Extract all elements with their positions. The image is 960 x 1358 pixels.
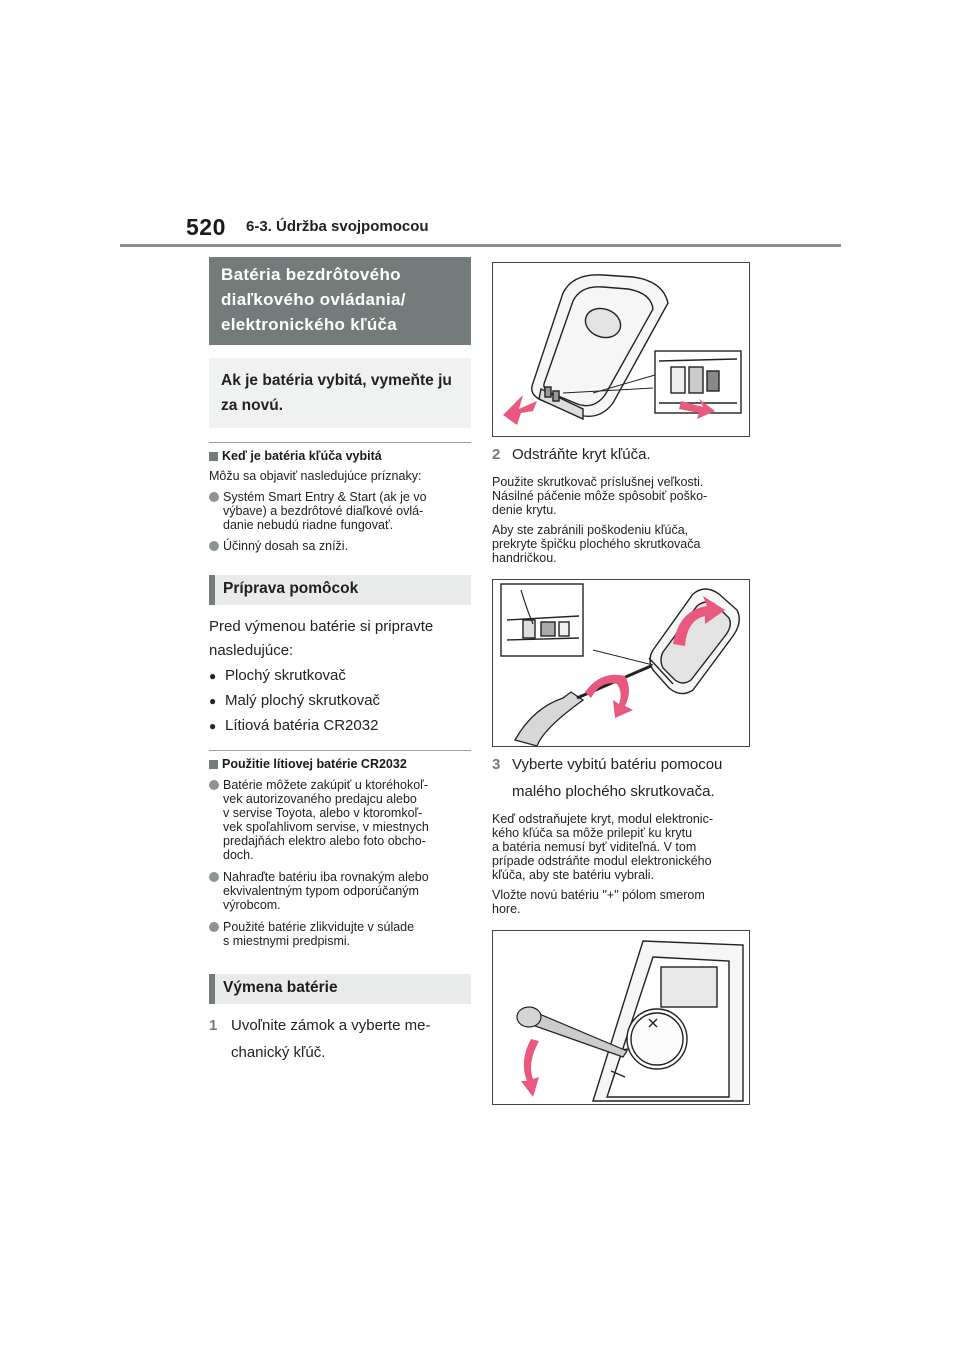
- dot-bullet-icon: [209, 872, 219, 882]
- dot-bullet-icon: ●: [209, 719, 217, 733]
- step-3-note: [492, 812, 750, 882]
- line: vek autorizovaného predajcu alebo: [223, 792, 417, 806]
- line: predajňách elektro alebo foto obcho-: [223, 834, 426, 848]
- line: doch.: [223, 848, 254, 862]
- right-column: [492, 262, 750, 1105]
- dot-bullet-icon: [209, 541, 219, 551]
- step-2-note: [492, 475, 750, 517]
- divider: [209, 750, 471, 751]
- key-fob-icon: [493, 263, 750, 437]
- step-2-note: [492, 523, 750, 565]
- line: prekryte špičku plochého skrutkovača: [492, 537, 701, 551]
- line: Batérie môžete zakúpiť u ktoréhokoľ-: [223, 778, 428, 792]
- heading-text: Keď je batéria kľúča vybitá: [222, 449, 382, 463]
- line: handričkou.: [492, 551, 557, 565]
- line: Aby ste zabránili poškodeniu kľúča,: [492, 523, 689, 537]
- step-number: 1: [209, 1017, 218, 1034]
- replace-heading: Výmena batérie: [209, 974, 471, 1004]
- step-3: [492, 753, 750, 804]
- page-number: 520: [186, 214, 226, 240]
- item-text: Malý plochý skrutkovač: [225, 692, 381, 709]
- line: Keď odstraňujete kryt, modul elektronic-: [492, 812, 713, 826]
- section-reference: 6-3. Údržba svojpomocou: [246, 218, 429, 235]
- dot-bullet-icon: ●: [209, 669, 217, 683]
- left-column: [209, 257, 471, 1065]
- divider: [209, 442, 471, 443]
- line: Vložte novú batériu "+" pólom smerom: [492, 888, 705, 902]
- line: chanický kľúč.: [231, 1044, 326, 1061]
- item-text: Plochý skrutkovač: [225, 667, 346, 684]
- list-item: [209, 714, 471, 738]
- step-number: 3: [492, 756, 501, 773]
- step-3-note: [492, 888, 750, 916]
- dead-battery-intro: Môžu sa objaviť nasledujúce príznaky:: [209, 469, 422, 483]
- square-bullet-icon: [209, 452, 218, 461]
- line: Nahraďte batériu iba rovnakým alebo: [223, 870, 429, 884]
- line: výrobcom.: [223, 898, 281, 912]
- line: Uvoľnite zámok a vyberte me-: [231, 1017, 431, 1034]
- list-item: [209, 920, 471, 948]
- dot-bullet-icon: [209, 780, 219, 790]
- list-item: [209, 664, 471, 688]
- line: Použité batérie zlikvidujte v súlade: [223, 920, 415, 934]
- summary-box: [209, 358, 471, 428]
- line: vek spoľahlivom servise, v miestnych: [223, 820, 429, 834]
- line: Pred výmenou batérie si pripravte: [209, 618, 434, 635]
- step-1: [209, 1014, 471, 1065]
- line: kého kľúča sa môže prilepiť ku krytu: [492, 826, 693, 840]
- rotate-arrow-icon: [585, 675, 633, 718]
- square-bullet-icon: [209, 760, 218, 769]
- line: Vyberte vybitú batériu pomocou: [512, 756, 723, 773]
- line: hore.: [492, 902, 521, 916]
- line: denie krytu.: [492, 503, 557, 517]
- line: malého plochého skrutkovača.: [512, 783, 715, 800]
- list-item: [209, 539, 471, 553]
- line: Systém Smart Entry & Start (ak je vo: [223, 490, 427, 504]
- list-item: [209, 490, 471, 532]
- tools-intro: [209, 615, 471, 663]
- dead-battery-heading: [209, 449, 471, 463]
- line: v servise Toyota, alebo v ktoromkoľ-: [223, 806, 423, 820]
- step-text: Odstráňte kryt kľúča.: [512, 446, 651, 463]
- title-line: diaľkového ovládania/: [221, 290, 406, 309]
- screwdriver-icon: [493, 580, 750, 747]
- figure-remove-battery: [492, 930, 750, 1105]
- step-number: 2: [492, 446, 501, 463]
- line: ekvivalentným typom odporúčaným: [223, 884, 419, 898]
- line: Použite skrutkovač príslušnej veľkosti.: [492, 475, 704, 489]
- line: výbave) a bezdrôtové diaľkové ovlá-: [223, 504, 424, 518]
- dot-bullet-icon: [209, 922, 219, 932]
- line: a batéria nemusí byť viditeľná. V tom: [492, 840, 697, 854]
- line: prípade odstráňte modul elektronického: [492, 854, 712, 868]
- title-line: Batéria bezdrôtového: [221, 265, 401, 284]
- figure-remove-cover: [492, 579, 750, 747]
- battery-icon: [493, 931, 750, 1105]
- arrow-icon: [503, 395, 537, 425]
- step-2: [492, 443, 750, 467]
- dot-bullet-icon: [209, 492, 219, 502]
- tools-heading: Príprava pomôcok: [209, 575, 471, 605]
- line: s miestnymi predpismi.: [223, 934, 351, 948]
- summary-line: za novú.: [221, 397, 284, 414]
- dot-bullet-icon: ●: [209, 694, 217, 708]
- section-title-box: [209, 257, 471, 345]
- arrow-icon: [521, 1039, 539, 1097]
- line: nasledujúce:: [209, 642, 294, 659]
- line: danie nebudú riadne fungovať.: [223, 518, 394, 532]
- list-item: [209, 870, 471, 912]
- line: Násilné páčenie môže spôsobiť poško-: [492, 489, 708, 503]
- list-item: [209, 689, 471, 713]
- title-line: elektronického kľúča: [221, 315, 398, 334]
- summary-line: Ak je batéria vybitá, vymeňte ju: [221, 372, 452, 389]
- line: Účinný dosah sa zníži.: [223, 539, 349, 553]
- figure-remove-mechanical-key: [492, 262, 750, 437]
- item-text: Lítiová batéria CR2032: [225, 717, 379, 734]
- header-rule: [120, 244, 841, 247]
- line: kľúča, aby ste batériu vybrali.: [492, 868, 655, 882]
- list-item: [209, 778, 471, 862]
- heading-text: Použitie lítiovej batérie CR2032: [222, 757, 407, 771]
- use-battery-heading: [209, 757, 471, 771]
